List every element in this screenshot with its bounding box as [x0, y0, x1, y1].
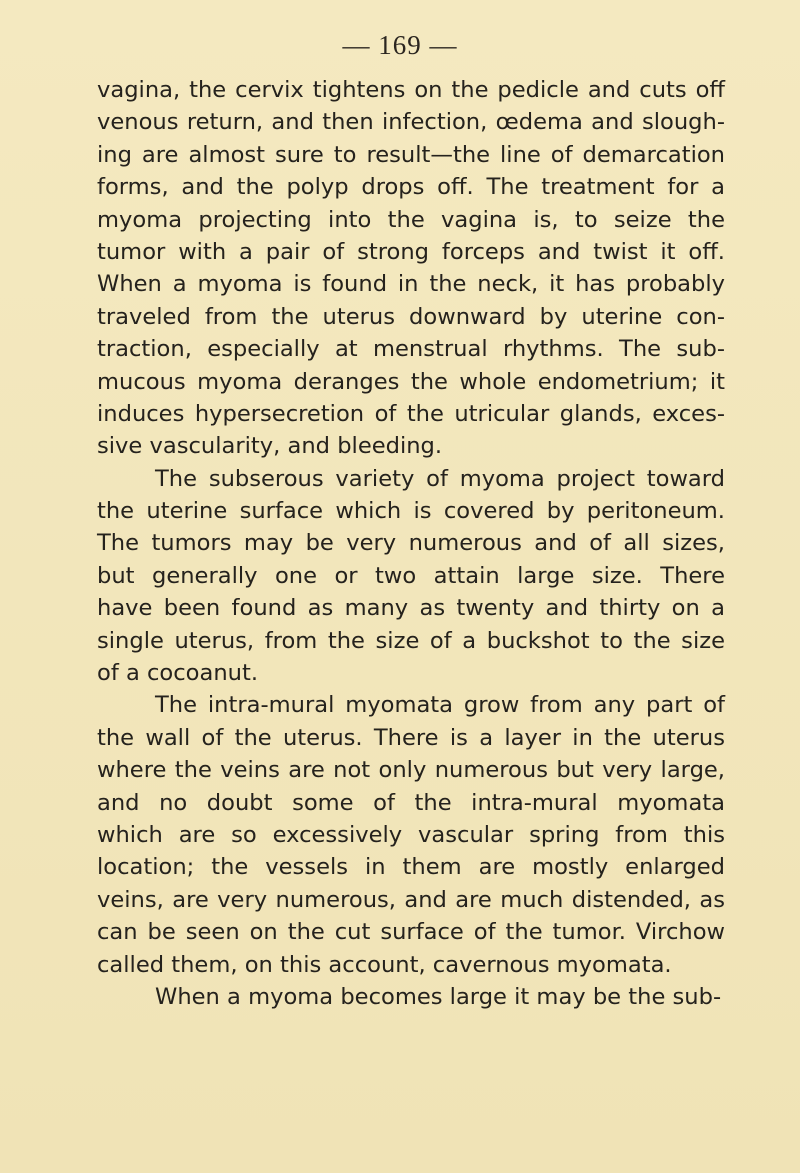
body-text	[97, 74, 725, 1013]
text-line: called them, on this account, cavernous myomata.	[97, 951, 672, 978]
text-line: ing are almost sure to result—the line of demarcation	[97, 141, 725, 168]
paragraph-start-line: The intra-mural myomata grow from any part of	[155, 692, 725, 719]
paragraph-start-line: The subserous variety of myoma project toward	[155, 465, 725, 492]
text-line: single uterus, from the size of a buckshot to the size	[97, 627, 725, 654]
text-line: vagina, the cervix tightens on the pedicle and cuts off	[97, 77, 725, 103]
text-line: which are so excessively vascular spring from this	[97, 821, 725, 848]
text-line: and no doubt some of the intra-mural myomata	[97, 789, 725, 816]
text-line: myoma projecting into the vagina is, to seize the	[97, 206, 725, 233]
text-line: the uterine surface which is covered by peritoneum.	[97, 498, 725, 525]
page-number: — 169 —	[342, 30, 458, 60]
text-line: can be seen on the cut surface of the tumor. Virchow	[97, 919, 725, 946]
text-line: traveled from the uterus downward by uterine con-	[97, 303, 725, 330]
text-line: forms, and the polyp drops off. The treatment for a	[97, 174, 725, 201]
text-line: The tumors may be very numerous and of all sizes,	[97, 530, 725, 557]
text-line: of a cocoanut.	[97, 660, 259, 687]
text-line: tumor with a pair of strong forceps and twist it off.	[97, 238, 725, 265]
text-line: but generally one or two attain large size. There	[97, 562, 725, 589]
text-line: sive vascularity, and bleeding.	[97, 433, 443, 460]
text-line: traction, especially at menstrual rhythms. The sub-	[97, 336, 725, 363]
text-line: veins, are very numerous, and are much distended, as	[97, 886, 725, 913]
text-line: venous return, and then infection, œdema and slough-	[97, 109, 725, 136]
text-line: When a myoma is found in the neck, it has probably	[97, 271, 725, 298]
text-line: mucous myoma deranges the whole endometrium; it	[97, 368, 725, 395]
text-line: location; the vessels in them are mostly enlarged	[97, 854, 725, 881]
paragraph-start-line: When a myoma becomes large it may be the sub-	[155, 983, 722, 1010]
text-line: induces hypersecretion of the utricular glands, exces-	[97, 400, 725, 427]
text-line: have been found as many as twenty and thirty on a	[97, 595, 725, 622]
text-line: the wall of the uterus. There is a layer in the uterus	[97, 724, 725, 751]
text-line: where the veins are not only numerous but very large,	[97, 757, 725, 784]
